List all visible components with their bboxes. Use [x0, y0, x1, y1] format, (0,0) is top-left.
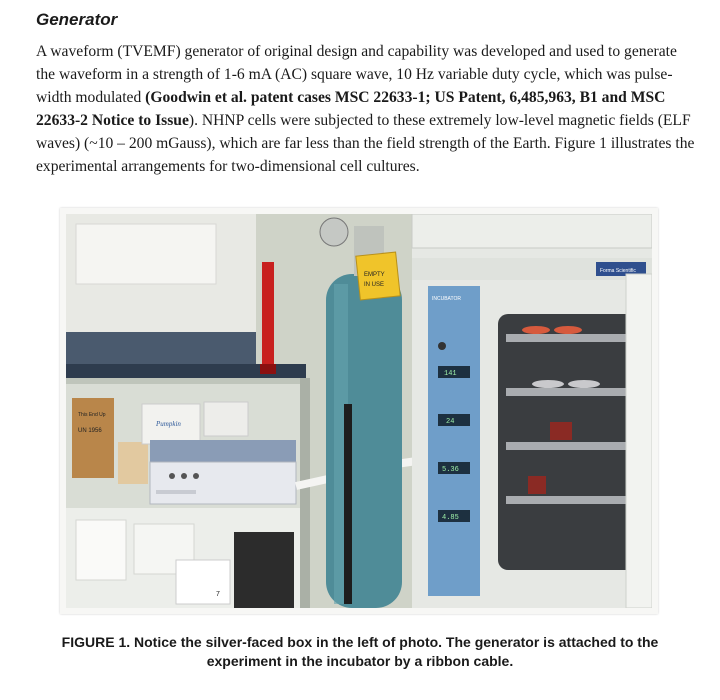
body-paragraph — [36, 40, 696, 178]
patent-reference: (Goodwin et al. patent cases MSC 22633-1; US Patent, 6,485,963, B1 and MSC 22633-2 Notice to Issue — [36, 89, 666, 129]
shelf-post — [300, 378, 310, 608]
culture-dish — [554, 326, 582, 334]
incubator-label: INCUBATOR — [432, 296, 461, 302]
generator-face — [150, 462, 296, 504]
power-switch-icon — [438, 342, 446, 350]
box-number: 7 — [216, 591, 220, 598]
paragraph-part-1: A waveform (TVEMF) generator of original design and capability was developed and used to generate the waveform in a strength of 1-6 mA (AC) square wave, 10 Hz variable duty cycle, which was pulse-width modulated — [36, 43, 677, 106]
display-value-3: 5.36 — [442, 466, 459, 474]
incubator-top — [412, 214, 652, 248]
white-box-2 — [204, 402, 248, 436]
shelf-edge — [66, 378, 310, 384]
lab-photo-illustration — [66, 214, 652, 608]
knob-icon — [193, 473, 199, 479]
culture-flask — [528, 476, 546, 494]
tag-text-in-use: IN USE — [364, 282, 385, 288]
culture-dish — [568, 380, 600, 388]
incubator-door — [626, 274, 652, 608]
knob-icon — [181, 473, 187, 479]
red-bottle-base — [260, 364, 276, 374]
generator-slot — [156, 490, 196, 494]
figure-caption: FIGURE 1. Notice the silver-faced box in the left of photo. The generator is attached to the experiment in the incubator by a ribbon cable. — [61, 634, 659, 669]
incubator-rack — [506, 388, 636, 396]
incubator-rack — [506, 442, 636, 450]
culture-dish — [522, 326, 550, 334]
display-value-2: 24 — [446, 418, 455, 426]
incubator-rack — [506, 496, 636, 504]
cylinder-strap — [344, 404, 352, 604]
wall-notice — [76, 224, 216, 284]
labeled-box — [176, 560, 230, 604]
incubator-rack — [506, 334, 636, 342]
cardboard-box — [72, 398, 114, 478]
box-brand-label: Pumpkin — [156, 420, 181, 428]
regulator-gauge-icon — [320, 218, 348, 246]
shelf-equipment-top — [66, 332, 256, 364]
figure-photo — [60, 208, 658, 614]
jar — [118, 442, 148, 484]
red-bottle — [262, 262, 274, 370]
bag — [76, 520, 126, 580]
culture-dish — [532, 380, 564, 388]
knob-icon — [169, 473, 175, 479]
this-end-up-label: This End Up — [78, 412, 106, 418]
culture-flask — [550, 422, 572, 440]
tag-text-empty: EMPTY — [364, 272, 385, 278]
display-value-1: 141 — [444, 370, 457, 378]
control-panel — [428, 286, 480, 596]
un-label: UN 1956 — [78, 428, 102, 434]
brand-text: Forma Scientific — [600, 268, 636, 274]
display-value-4: 4.85 — [442, 514, 459, 522]
paragraph-part-3: ). NHNP cells were subjected to these extremely low-level magnetic fields (ELF waves) (~10 – 200 mGauss), which are far less than the field strength of the Earth. Figure 1 illustrates the experimental arrangements for two-dimensional cell cultures. — [36, 112, 695, 175]
dark-container — [234, 532, 294, 608]
section-heading: Generator — [36, 10, 118, 29]
